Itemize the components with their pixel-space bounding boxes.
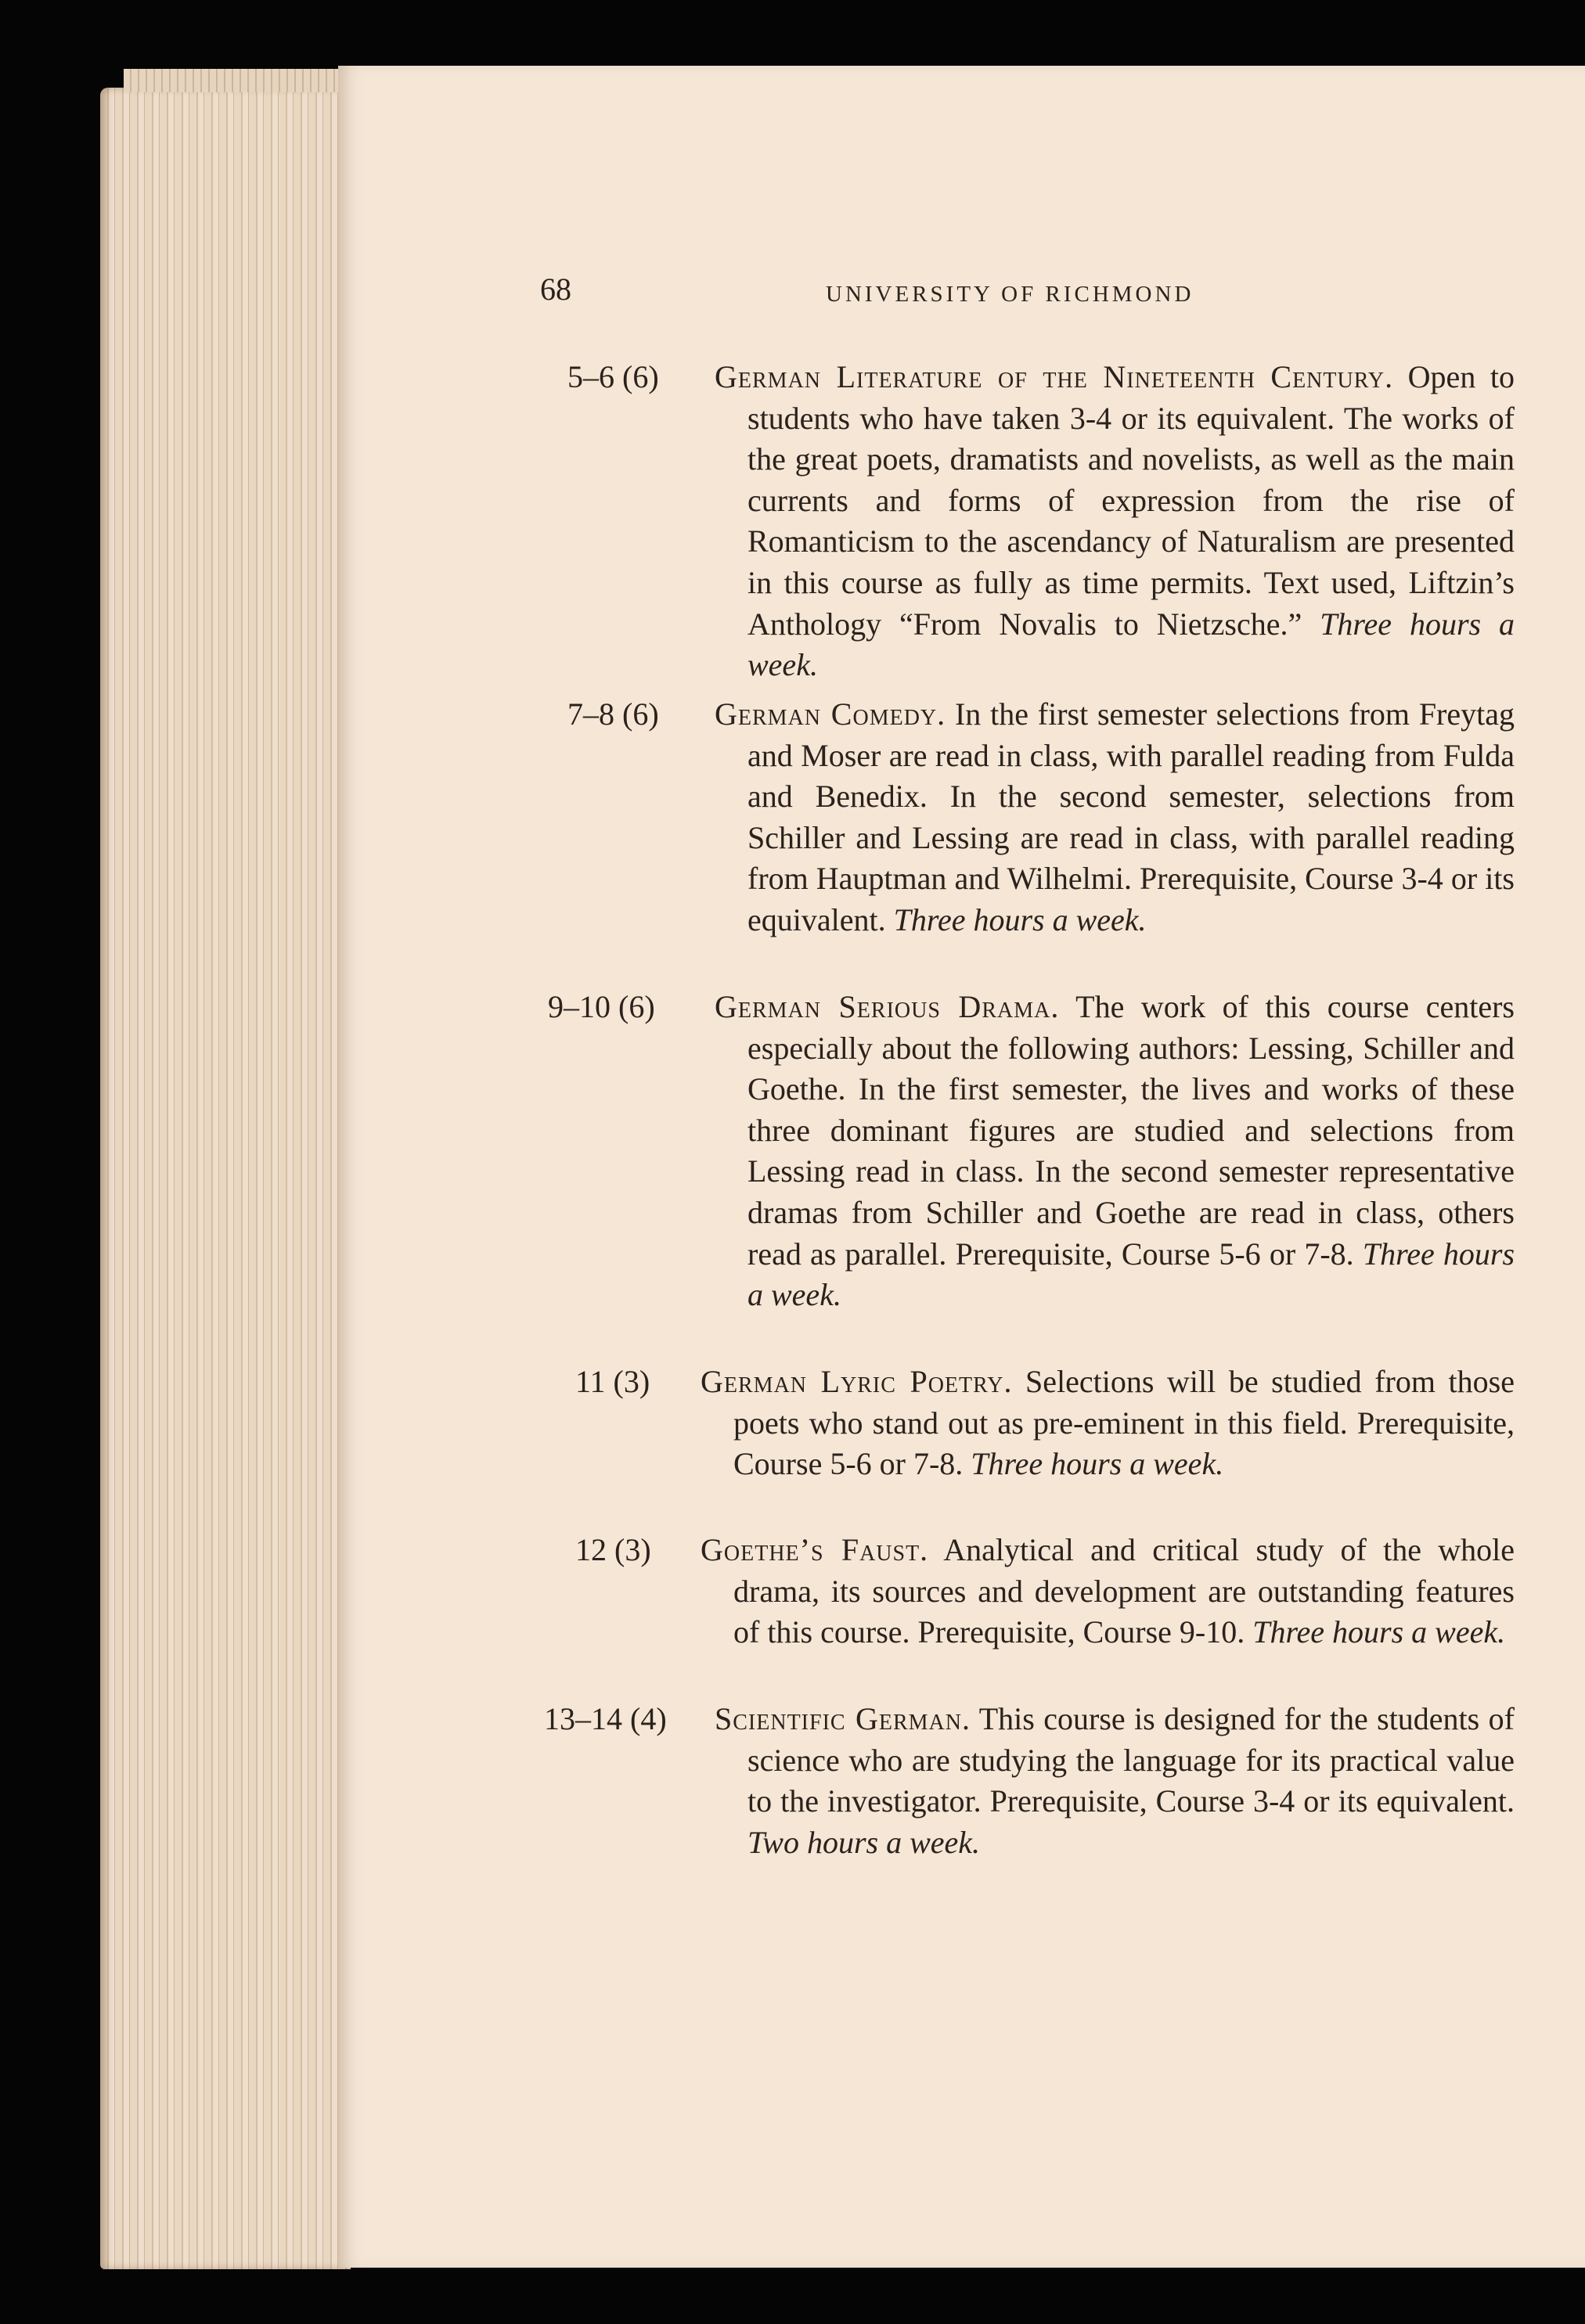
course-number: 7–8 (567, 696, 614, 732)
course-title: Goethe’s Faust. (701, 1532, 929, 1567)
course-hours: Three hours a week. (971, 1446, 1224, 1482)
course-description: The work of this course centers especially about the following authors: Lessing, Schiller and Goethe. In the first semester, the lives and works of these three dominant figures are studied and selections from Lessing read in class. In the second semester representative dramas from Schiller and Goethe are read in class, others read as parallel. Prerequisite, Course 5-6 or 7-8. (747, 989, 1515, 1272)
course-hours: Three hours a week. (747, 606, 1515, 683)
course-entry (0, 987, 1585, 1331)
course-number-credits (575, 1530, 701, 1571)
course-entry (0, 357, 1585, 701)
course-number-credits (567, 357, 712, 398)
course-credits: (6) (622, 359, 659, 394)
course-credits: (6) (618, 989, 655, 1024)
course-title: German Serious Drama. (715, 989, 1060, 1024)
course-hours: Three hours a week. (1252, 1614, 1506, 1650)
course-body (715, 357, 1515, 686)
course-title: Scientific German. (715, 1701, 971, 1736)
course-hours: Three hours a week. (893, 901, 1147, 937)
course-credits: (4) (630, 1701, 667, 1736)
course-credits: (3) (613, 1364, 650, 1399)
course-description: Analytical and critical study of the whole drama, its sources and development are outstanding features of this course. Prerequisite, Course 9-10. (733, 1532, 1515, 1650)
course-description: This course is designed for the students of science who are studying the language for its practical value to the investigator. Prerequisite, Course 3-4 or its equivalent. (747, 1701, 1515, 1819)
course-title: German Comedy. (715, 696, 946, 732)
course-number-credits (544, 1699, 712, 1740)
course-number-credits (575, 1362, 701, 1403)
course-entry (0, 1530, 1585, 1702)
course-number: 11 (575, 1364, 606, 1399)
course-hours: Three hours a week. (747, 1236, 1515, 1313)
course-entry (0, 1362, 1585, 1534)
course-body (715, 1699, 1515, 1863)
course-description: Selections will be studied from those poets who stand out as pre-eminent in this field. Prerequisite, Course 5-6 or 7-8. (733, 1364, 1515, 1482)
course-body (701, 1530, 1515, 1653)
course-number: 9–10 (548, 989, 611, 1024)
course-body (715, 694, 1515, 941)
course-number: 5–6 (567, 359, 614, 394)
page-number: 68 (540, 272, 571, 307)
course-title: German Lyric Poetry. (701, 1364, 1013, 1399)
running-head: UNIVERSITY OF RICHMOND (826, 282, 1194, 307)
course-hours: Two hours a week. (747, 1824, 981, 1860)
course-description: In the first semester selections from Freytag and Moser are read in class, with parallel reading from Fulda and Benedix. In the second semester, selections from Schiller and Lessing are read in class, with parallel reading from Hauptman and Wilhelmi. Prerequisite, Course 3-4 or its equivalent. (747, 696, 1515, 937)
course-number: 13–14 (544, 1701, 622, 1736)
course-entry (0, 1699, 1585, 1918)
course-title: German Literature of the Nineteenth Century. (715, 359, 1394, 394)
course-number: 12 (575, 1532, 607, 1567)
course-description: Open to students who have taken 3-4 or its equivalent. The works of the great poets, dramatists and novelists, as well as the main currents and forms of expression from the rise of Romanticism to the ascendancy of Naturalism are presented in this course as fully as time permits. Text used, Liftzin’s Anthology “From Novalis to Nietzsche.” (747, 359, 1515, 642)
course-number-credits (567, 694, 712, 736)
course-body (701, 1362, 1515, 1485)
course-body (715, 987, 1515, 1316)
course-number-credits (548, 987, 712, 1028)
course-credits: (6) (622, 696, 659, 732)
course-credits: (3) (614, 1532, 651, 1567)
course-entry (0, 694, 1585, 991)
